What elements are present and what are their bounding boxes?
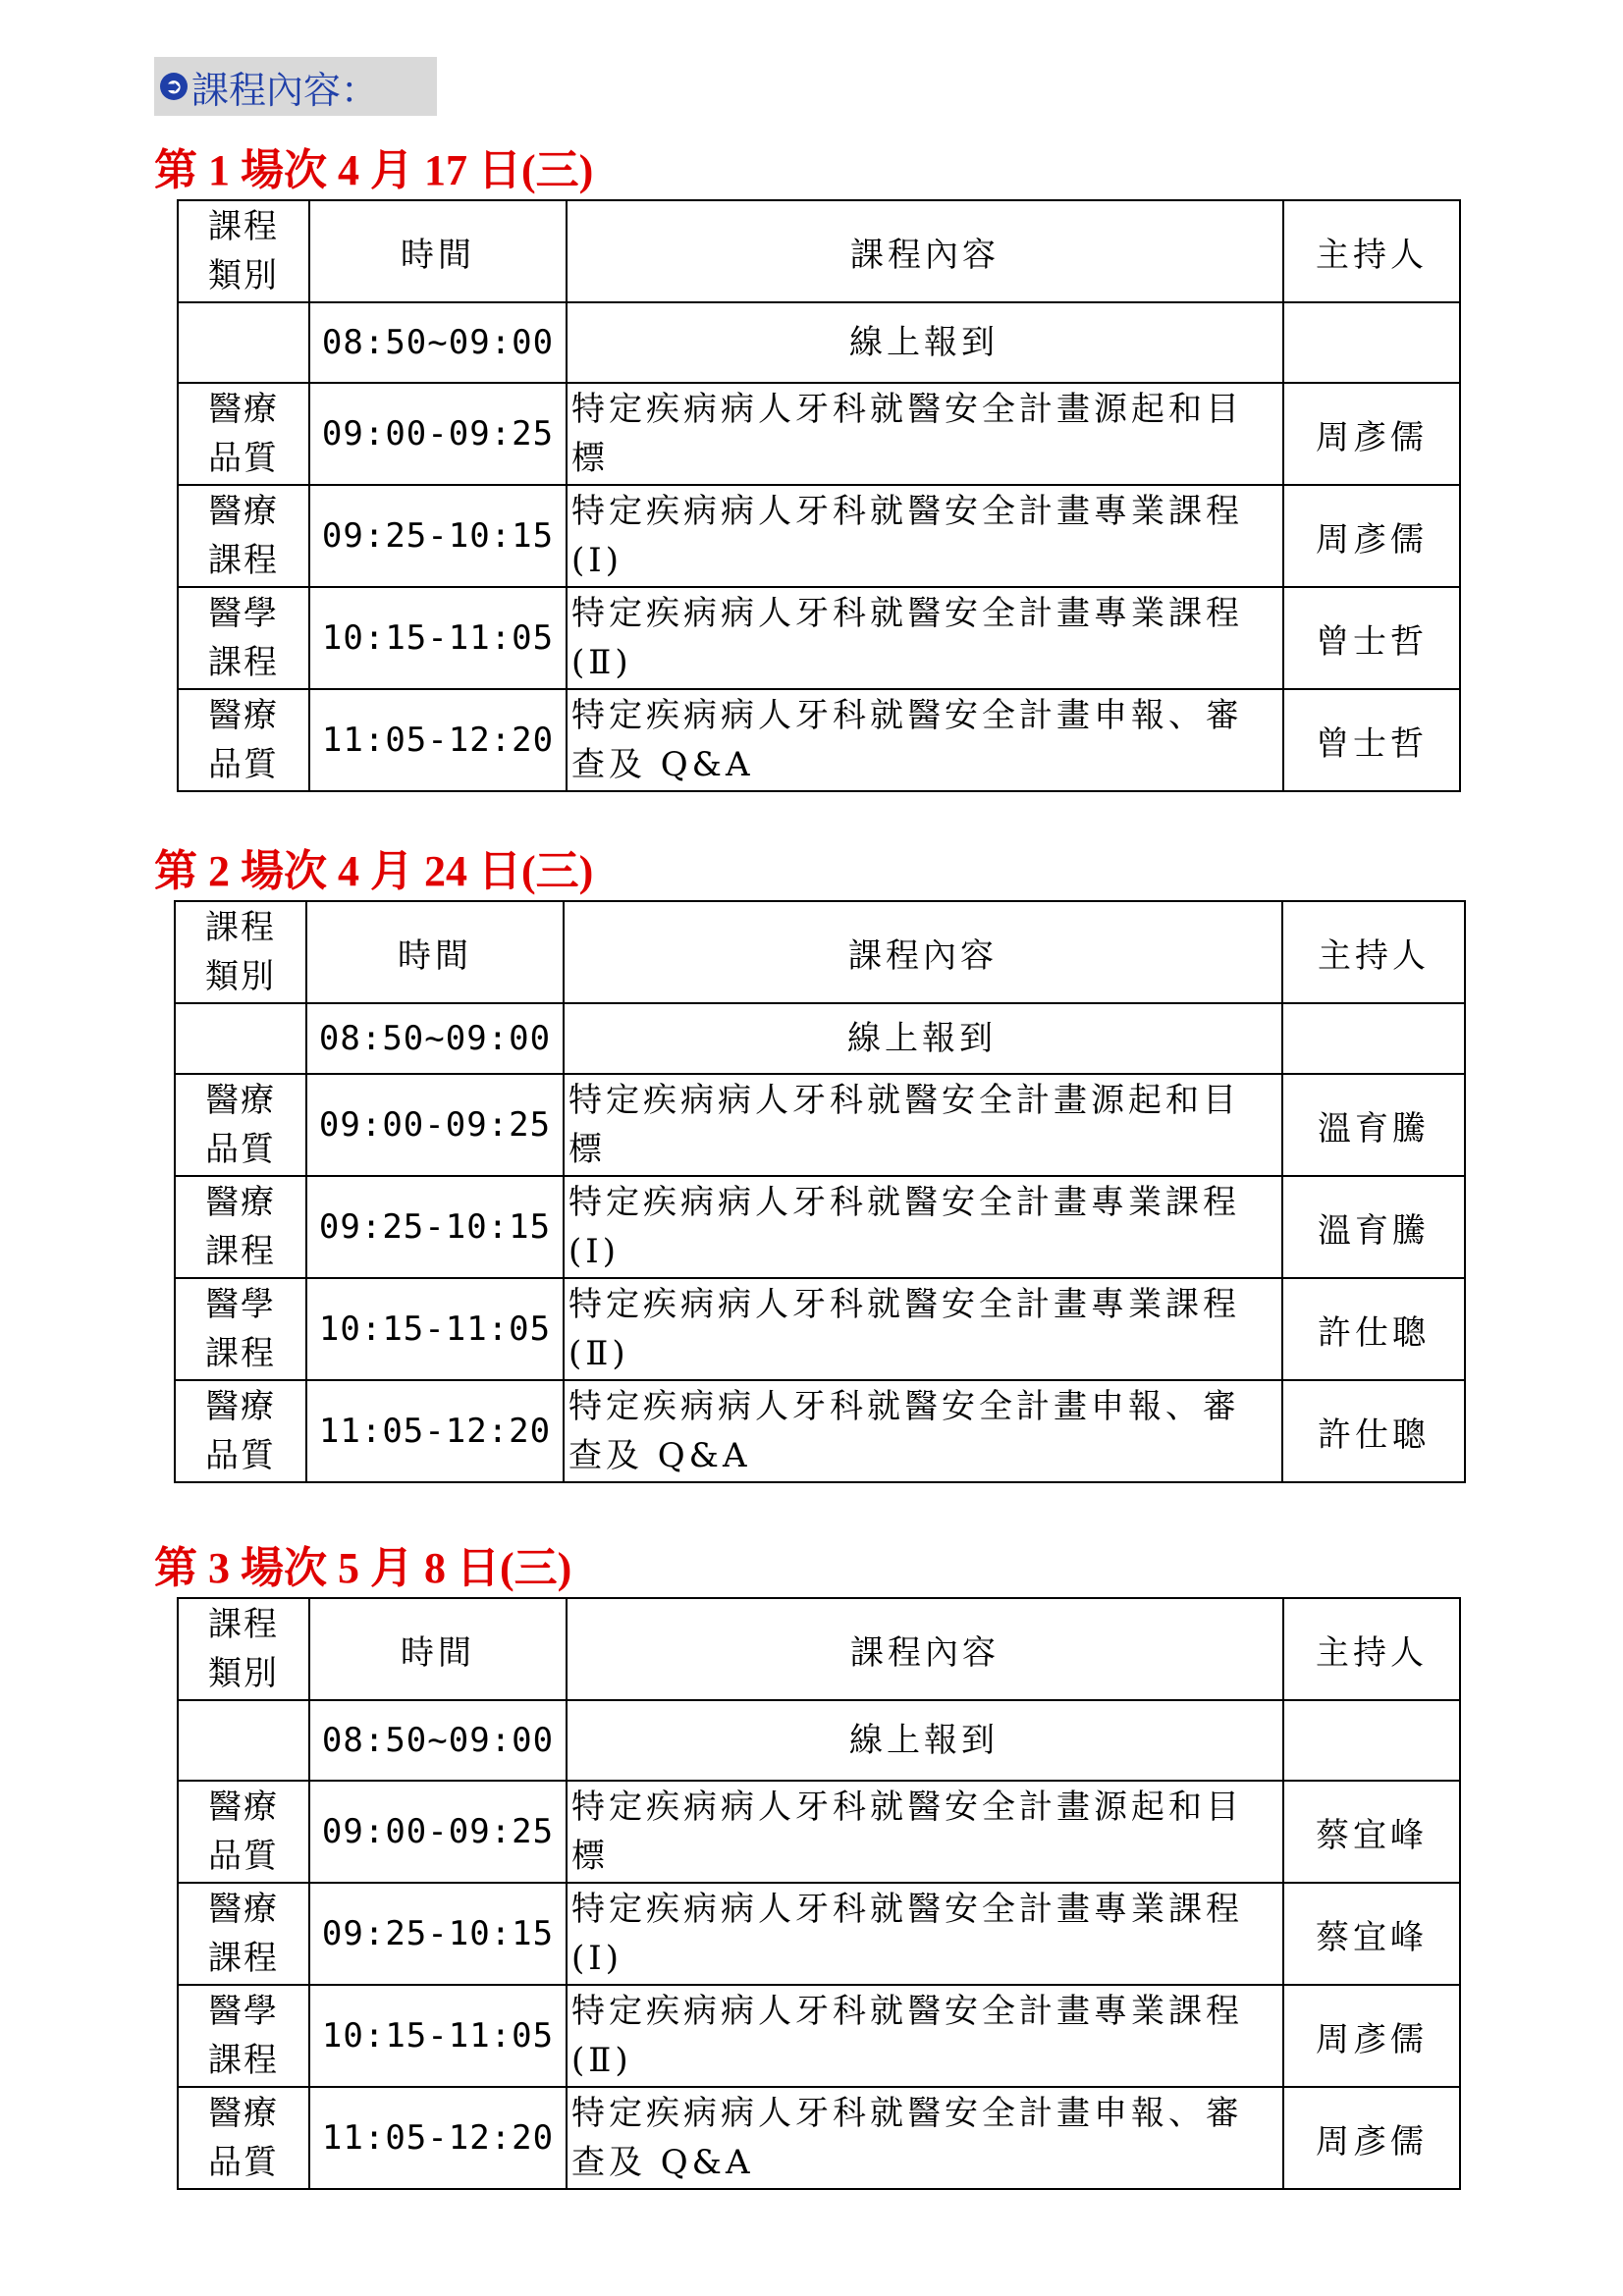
content-cell: 特定疾病病人牙科就醫安全計畫專業課程(Ⅰ) xyxy=(567,485,1283,587)
time-cell: 10:15-11:05 xyxy=(309,587,567,689)
content-cell: 線上報到 xyxy=(564,1003,1282,1074)
time-cell: 08:50~09:00 xyxy=(306,1003,564,1074)
table-row xyxy=(178,1781,1460,1883)
host-cell: 蔡宜峰 xyxy=(1283,1781,1460,1883)
time-cell: 09:25-10:15 xyxy=(309,485,567,587)
host-cell: 周彥儒 xyxy=(1283,383,1460,485)
header-category: 課程 類別 xyxy=(178,1598,309,1700)
content-cell: 特定疾病病人牙科就醫安全計畫專業課程(Ⅱ) xyxy=(564,1278,1282,1380)
content-cell: 特定疾病病人牙科就醫安全計畫專業課程(Ⅱ) xyxy=(567,1985,1283,2087)
header-time: 時間 xyxy=(306,901,564,1003)
table-row xyxy=(175,1003,1465,1074)
page-heading xyxy=(154,57,437,116)
time-cell: 09:25-10:15 xyxy=(306,1176,564,1278)
category-cell: 醫療 品質 xyxy=(178,383,309,485)
header-content: 課程內容 xyxy=(567,1598,1283,1700)
schedule-table xyxy=(174,900,1466,1483)
time-cell: 10:15-11:05 xyxy=(309,1985,567,2087)
category-cell: 醫療 課程 xyxy=(178,1883,309,1985)
session-title: 第 3 場次 5 月 8 日(三) xyxy=(154,1544,572,1592)
category-cell: 醫療 課程 xyxy=(178,485,309,587)
arrow-icon: ➲ xyxy=(160,73,188,100)
table-header-row xyxy=(178,1598,1460,1700)
header-content: 課程內容 xyxy=(567,200,1283,302)
host-cell xyxy=(1282,1003,1465,1074)
page-heading-text: 課程內容： xyxy=(191,68,379,112)
category-cell: 醫學 課程 xyxy=(178,1985,309,2087)
category-cell xyxy=(175,1003,306,1074)
host-cell: 溫育騰 xyxy=(1282,1074,1465,1176)
table-row xyxy=(175,1380,1465,1482)
category-cell: 醫療 品質 xyxy=(178,2087,309,2189)
host-cell: 蔡宜峰 xyxy=(1283,1883,1460,1985)
category-cell: 醫療 品質 xyxy=(178,689,309,791)
category-cell: 醫學 課程 xyxy=(178,587,309,689)
table-header-row xyxy=(178,200,1460,302)
table-row xyxy=(178,689,1460,791)
table-row xyxy=(175,1176,1465,1278)
content-cell: 特定疾病病人牙科就醫安全計畫源起和目標 xyxy=(567,1781,1283,1883)
time-cell: 09:25-10:15 xyxy=(309,1883,567,1985)
content-cell: 特定疾病病人牙科就醫安全計畫申報、審查及 Q&A xyxy=(567,2087,1283,2189)
session-title: 第 1 場次 4 月 17 日(三) xyxy=(154,146,594,194)
schedule-table xyxy=(177,1597,1461,2190)
time-cell: 11:05-12:20 xyxy=(306,1380,564,1482)
time-cell: 09:00-09:25 xyxy=(309,1781,567,1883)
session-title: 第 2 場次 4 月 24 日(三) xyxy=(154,847,594,895)
host-cell: 曾士哲 xyxy=(1283,689,1460,791)
header-time: 時間 xyxy=(309,1598,567,1700)
host-cell xyxy=(1283,302,1460,383)
header-category: 課程 類別 xyxy=(175,901,306,1003)
content-cell: 特定疾病病人牙科就醫安全計畫申報、審查及 Q&A xyxy=(564,1380,1282,1482)
table-row xyxy=(178,587,1460,689)
schedule-table xyxy=(177,199,1461,792)
content-cell: 特定疾病病人牙科就醫安全計畫專業課程(Ⅱ) xyxy=(567,587,1283,689)
header-category: 課程 類別 xyxy=(178,200,309,302)
table-row xyxy=(178,2087,1460,2189)
category-cell: 醫療 品質 xyxy=(175,1380,306,1482)
category-cell: 醫療 課程 xyxy=(175,1176,306,1278)
time-cell: 11:05-12:20 xyxy=(309,689,567,791)
content-cell: 特定疾病病人牙科就醫安全計畫專業課程(Ⅰ) xyxy=(567,1883,1283,1985)
table-row xyxy=(178,485,1460,587)
host-cell: 周彥儒 xyxy=(1283,485,1460,587)
category-cell: 醫學 課程 xyxy=(175,1278,306,1380)
host-cell: 溫育騰 xyxy=(1282,1176,1465,1278)
time-cell: 11:05-12:20 xyxy=(309,2087,567,2189)
content-cell: 特定疾病病人牙科就醫安全計畫專業課程(Ⅰ) xyxy=(564,1176,1282,1278)
host-cell: 周彥儒 xyxy=(1283,1985,1460,2087)
table-row xyxy=(175,1278,1465,1380)
table-header-row xyxy=(175,901,1465,1003)
category-cell xyxy=(178,1700,309,1781)
content-cell: 線上報到 xyxy=(567,1700,1283,1781)
table-row xyxy=(175,1074,1465,1176)
host-cell: 曾士哲 xyxy=(1283,587,1460,689)
category-cell: 醫療 品質 xyxy=(178,1781,309,1883)
host-cell: 周彥儒 xyxy=(1283,2087,1460,2189)
table-row xyxy=(178,1985,1460,2087)
content-cell: 特定疾病病人牙科就醫安全計畫申報、審查及 Q&A xyxy=(567,689,1283,791)
table-row xyxy=(178,383,1460,485)
header-host: 主持人 xyxy=(1282,901,1465,1003)
host-cell: 許仕聰 xyxy=(1282,1380,1465,1482)
time-cell: 08:50~09:00 xyxy=(309,302,567,383)
table-row xyxy=(178,1700,1460,1781)
host-cell xyxy=(1283,1700,1460,1781)
time-cell: 08:50~09:00 xyxy=(309,1700,567,1781)
header-content: 課程內容 xyxy=(564,901,1282,1003)
table-row xyxy=(178,1883,1460,1985)
table-row xyxy=(178,302,1460,383)
content-cell: 特定疾病病人牙科就醫安全計畫源起和目標 xyxy=(564,1074,1282,1176)
content-cell: 線上報到 xyxy=(567,302,1283,383)
header-host: 主持人 xyxy=(1283,1598,1460,1700)
category-cell xyxy=(178,302,309,383)
category-cell: 醫療 品質 xyxy=(175,1074,306,1176)
header-host: 主持人 xyxy=(1283,200,1460,302)
time-cell: 09:00-09:25 xyxy=(309,383,567,485)
header-time: 時間 xyxy=(309,200,567,302)
time-cell: 09:00-09:25 xyxy=(306,1074,564,1176)
time-cell: 10:15-11:05 xyxy=(306,1278,564,1380)
host-cell: 許仕聰 xyxy=(1282,1278,1465,1380)
content-cell: 特定疾病病人牙科就醫安全計畫源起和目標 xyxy=(567,383,1283,485)
